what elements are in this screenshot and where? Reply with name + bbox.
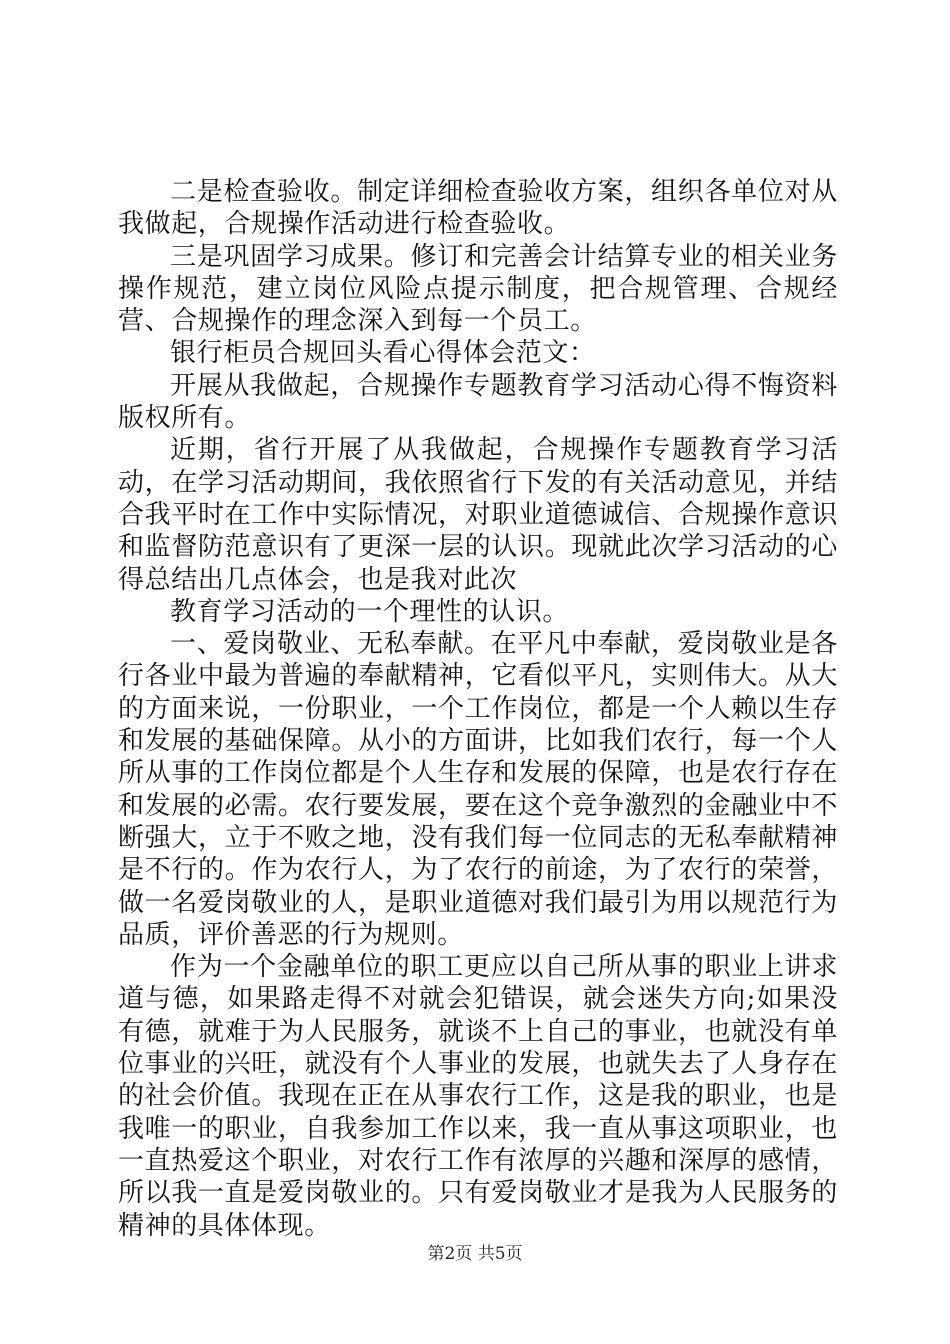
paragraph-dedication: 一、爱岗敬业、无私奉献。在平凡中奉献，爱岗敬业是各行各业中最为普遍的奉献精神，它看似平凡，实则伟大。从大的方面来说，一份职业，一个工作岗位，都是一个人赖以生存和发展的基础保障。从小的方面讲，比如我们农行，每一个人所从事的工作岗位都是个人生存和发展的保障，也是农行存在和发展的必需。农行要发展，要在这个竞争激烈的金融业中不断强大，立于不败之地，没有我们每一位同志的无私奉献精神是不行的。作为农行人，为了农行的前途，为了农行的荣誉，做一名爱岗敬业的人，是职业道德对我们最引为用以规范行为品质，评价善恶的行为规则。 (118, 629, 838, 950)
paragraph-title: 银行柜员合规回头看心得体会范文： (170, 338, 596, 369)
paragraph-subtitle: 开展从我做起，合规操作专题教育学习活动心得不悔资料版权所有。 (118, 370, 838, 434)
document-body (118, 176, 838, 1242)
paragraph-intro: 近期，省行开展了从我做起，合规操作专题教育学习活动，在学习活动期间，我依照省行下发的有关活动意见，并结合我平时在工作中实际情况，对职业道德诚信、合规操作意识和监督防范意识有了更深一层的认识。现就此次学习活动的心得总结出几点体会，也是我对此次 (118, 435, 838, 595)
paragraph-consolidation: 三是巩固学习成果。修订和完善会计结算专业的相关业务操作规范，建立岗位风险点提示制度，把合规管理、合规经营、合规操作的理念深入到每一个员工。 (118, 241, 838, 337)
page-number-footer: 第2页 共5页 (427, 1244, 523, 1264)
paragraph-intro-continued: 教育学习活动的一个理性的认识。 (170, 596, 570, 627)
paragraph-inspection: 二是检查验收。制定详细检查验收方案，组织各单位对从我做起，合规操作活动进行检查验收。 (118, 177, 838, 240)
paragraph-ethics: 作为一个金融单位的职工更应以自己所从事的职业上讲求道与德，如果路走得不对就会犯错误，就会迷失方向;如果没有德，就难于为人民服务，就谈不上自己的事业，也就没有单位事业的兴旺，就没有个人事业的发展，也就失去了人身存在的社会价值。我现在正在从事农行工作，这是我的职业，也是我唯一的职业，自我参加工作以来，我一直从事这项职业，也一直热爱这个职业，对农行工作有浓厚的兴趣和深厚的感情，所以我一直是爱岗敬业的。只有爱岗敬业才是我为人民服务的精神的具体体现。 (118, 952, 838, 1241)
